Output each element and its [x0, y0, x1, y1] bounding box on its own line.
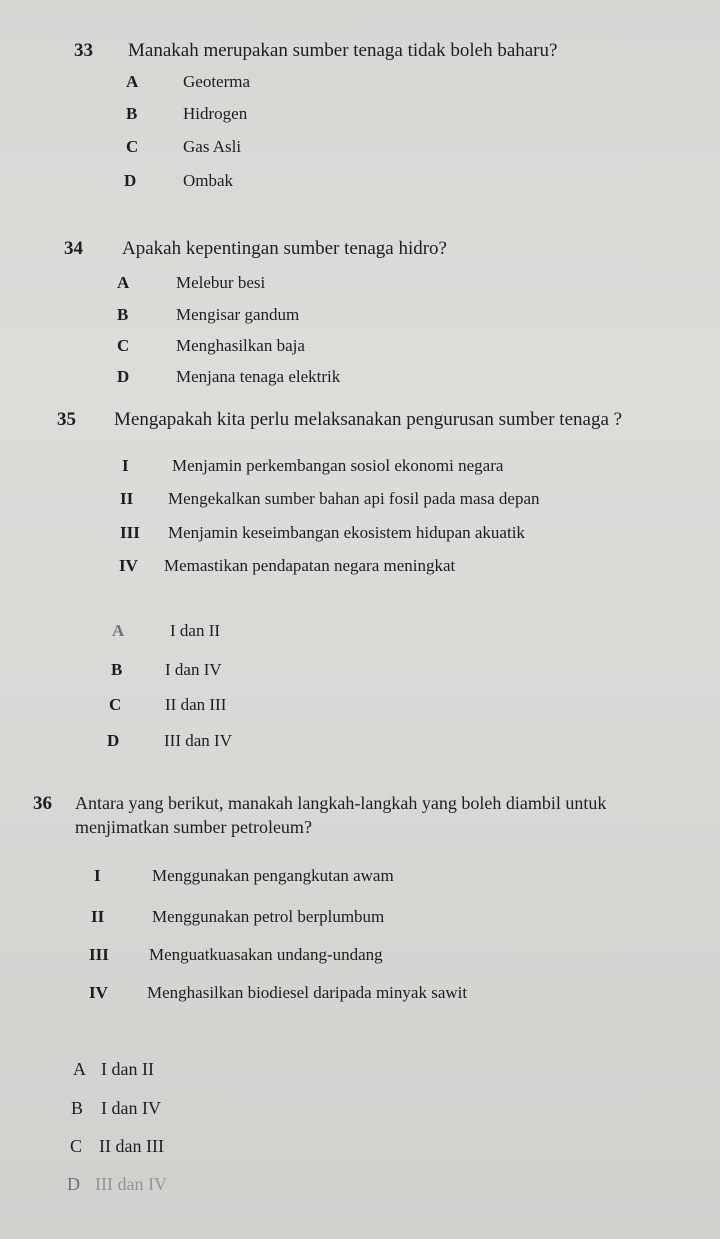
statement-roman: II	[120, 489, 134, 508]
option-letter: B	[117, 305, 129, 324]
statement-text: Menguatkuasakan undang-undang	[149, 945, 383, 964]
question-number: 35	[57, 409, 76, 430]
option-text: II dan III	[99, 1136, 164, 1156]
question-text: Mengapakah kita perlu melaksanakan pengurusan sumber tenaga ?	[114, 409, 623, 430]
option-text: I dan IV	[165, 660, 222, 679]
option-text: I dan II	[101, 1059, 154, 1079]
option-text: III dan IV	[95, 1174, 167, 1194]
question-text-line-1: Antara yang berikut, manakah langkah-langkah yang boleh diambil untuk	[75, 793, 607, 813]
statement-roman: I	[94, 866, 101, 885]
question-number: 36	[33, 793, 52, 814]
statement-text: Menghasilkan biodiesel daripada minyak sawit	[147, 983, 468, 1002]
option-letter: A	[112, 621, 125, 640]
statement-roman: IV	[89, 983, 108, 1002]
question-number: 33	[74, 40, 93, 61]
option-text: Melebur besi	[176, 273, 266, 292]
option-text: Hidrogen	[183, 104, 248, 123]
statement-roman: III	[120, 523, 140, 542]
option-text: III dan IV	[164, 731, 232, 750]
option-letter: C	[109, 695, 122, 714]
option-text: Menjana tenaga elektrik	[176, 367, 341, 386]
statement-roman: I	[122, 456, 129, 475]
option-letter: A	[126, 72, 139, 91]
question-text: Apakah kepentingan sumber tenaga hidro?	[122, 238, 447, 259]
option-text: Ombak	[183, 171, 234, 190]
option-letter: C	[70, 1136, 83, 1156]
option-letter: D	[67, 1174, 80, 1194]
option-text: Gas Asli	[183, 137, 242, 156]
option-letter: A	[73, 1059, 86, 1079]
question-text: Manakah merupakan sumber tenaga tidak boleh baharu?	[128, 40, 558, 61]
statement-text: Menjamin keseimbangan ekosistem hidupan akuatik	[168, 523, 525, 542]
option-text: I dan II	[170, 621, 221, 640]
statement-roman: IV	[119, 556, 138, 575]
option-text: Geoterma	[183, 72, 251, 91]
option-text: I dan IV	[101, 1098, 161, 1118]
option-letter: D	[107, 731, 120, 750]
option-letter: D	[124, 171, 137, 190]
question-number: 34	[64, 238, 83, 259]
statement-text: Memastikan pendapatan negara meningkat	[164, 556, 456, 575]
statement-text: Menggunakan pengangkutan awam	[152, 866, 394, 885]
statement-text: Menjamin perkembangan sosiol ekonomi negara	[172, 456, 504, 475]
statement-roman: II	[91, 907, 105, 926]
option-letter: C	[117, 336, 130, 355]
option-text: Mengisar gandum	[176, 305, 300, 324]
statement-roman: III	[89, 945, 109, 964]
option-letter: B	[111, 660, 123, 679]
statement-text: Menggunakan petrol berplumbum	[152, 907, 385, 926]
option-letter: A	[117, 273, 130, 292]
option-text: II dan III	[165, 695, 227, 714]
option-letter: C	[126, 137, 139, 156]
option-letter: D	[117, 367, 130, 386]
option-letter: B	[126, 104, 138, 123]
option-letter: B	[71, 1098, 84, 1118]
question-text-line-2: menjimatkan sumber petroleum?	[75, 817, 312, 837]
option-text: Menghasilkan baja	[176, 336, 305, 355]
statement-text: Mengekalkan sumber bahan api fosil pada masa depan	[168, 489, 540, 508]
